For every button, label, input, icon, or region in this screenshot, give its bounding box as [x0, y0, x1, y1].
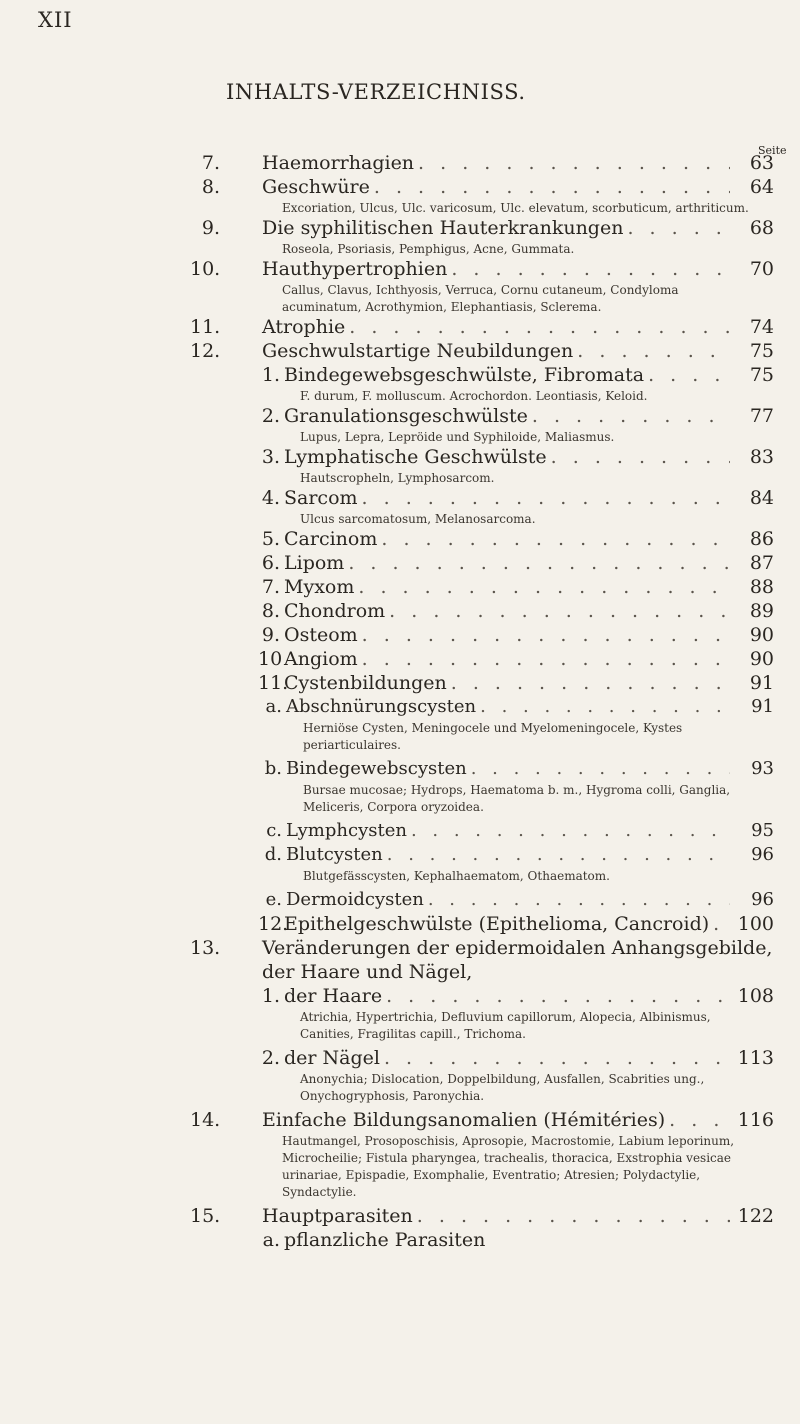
entry-page: 86 — [749, 528, 774, 550]
entry-number: 15. — [190, 1205, 221, 1227]
entry-title: Bindegewebscysten — [286, 758, 467, 779]
entry-subtopics: Hautmangel, Prosoposchisis, Aprosopie, Macrostomie, Labium leporinum, Microcheilie; Fistula pharyngea, trachealis, thoracica, Exstrophia vesicae urinariae, Epispadie, Exomphalie, Eventratio; Atresien; Polydactylie, Syndactylie. — [282, 1134, 735, 1199]
toc-entry-10[interactable] — [0, 258, 800, 282]
toc-entry-12-4[interactable] — [0, 487, 800, 511]
entry-title: pflanzliche Parasiten — [284, 1229, 486, 1251]
entry-page: 108 — [737, 985, 774, 1007]
entry-title: Hauthypertrophien — [262, 258, 448, 280]
entry-subtopics: Ulcus sarcomatosum, Melanosarcoma. — [300, 512, 536, 526]
entry-page: 95 — [751, 820, 774, 841]
entry-subtopics: Anonychia; Dislocation, Doppelbildung, Ausfallen, Scabrities ung., Onychogryphosis, Paronychia. — [300, 1072, 705, 1103]
entry-page: 77 — [749, 405, 774, 427]
entry-number: b. — [264, 758, 282, 779]
entry-page: 75 — [749, 364, 774, 386]
toc-entry-15[interactable] — [0, 1205, 800, 1229]
entry-page: 87 — [749, 552, 774, 574]
running-head: INHALTS-VERZEICHNISS. — [226, 80, 526, 104]
entry-page: 68 — [749, 217, 774, 239]
toc-entry-12-11-a[interactable] — [0, 696, 800, 720]
entry-subtopics: Hautscropheln, Lymphosarcom. — [300, 471, 495, 485]
entry-title: der Nägel — [284, 1047, 380, 1069]
entry-page: 63 — [749, 152, 774, 174]
toc-entry-12-11-b[interactable] — [0, 758, 800, 782]
entry-title: Geschwüre — [262, 176, 370, 198]
entry-page: 91 — [751, 696, 774, 717]
entry-number: 10. — [190, 258, 221, 280]
entry-number: 1. — [261, 364, 280, 386]
entry-page: 122 — [737, 1205, 774, 1227]
entry-number: 10 — [258, 648, 283, 670]
entry-page: 93 — [751, 758, 774, 779]
entry-title: Hauptparasiten — [262, 1205, 413, 1227]
entry-number: 11. — [258, 672, 289, 694]
entry-number: 9. — [261, 624, 280, 646]
entry-title: Geschwulstartige Neubildungen — [262, 340, 574, 362]
entry-number: 12. — [258, 913, 289, 935]
entry-title: Einfache Bildungsanomalien (Hémitéries) — [262, 1109, 666, 1131]
entry-title: Cystenbildungen — [284, 672, 447, 694]
toc-entry-12-9[interactable] — [0, 624, 800, 648]
entry-page: 70 — [749, 258, 774, 280]
entry-title-continued: der Haare und Nägel, — [262, 961, 473, 983]
entry-title: Angiom — [284, 648, 358, 670]
toc-entry-12-11-d[interactable] — [0, 844, 800, 868]
leader-dots — [451, 672, 730, 694]
toc-entry-13-2[interactable] — [0, 1047, 800, 1071]
entry-title: Haemorrhagien — [262, 152, 415, 174]
toc-entry-12-7[interactable] — [0, 576, 800, 600]
entry-page: 90 — [749, 624, 774, 646]
leader-dots — [358, 576, 730, 598]
entry-number: c. — [266, 820, 282, 841]
entry-title: Myxom — [284, 576, 355, 598]
leader-dots — [418, 152, 730, 174]
leader-dots — [348, 552, 730, 574]
leader-dots — [362, 624, 730, 646]
leader-dots — [389, 600, 730, 622]
entry-number: 2. — [261, 1047, 280, 1069]
leader-dots — [648, 364, 730, 386]
entry-page: 84 — [749, 487, 774, 509]
leader-dots — [480, 696, 730, 717]
toc-entry-11[interactable] — [0, 316, 800, 340]
leader-dots — [386, 985, 730, 1007]
entry-title: Epithelgeschwülste (Epithelioma, Cancroid) — [284, 913, 710, 935]
entry-number: 7. — [261, 576, 280, 598]
entry-title: der Haare — [284, 985, 383, 1007]
toc-entry-9[interactable] — [0, 217, 800, 241]
entry-page: 100 — [737, 913, 774, 935]
toc-entry-12-12[interactable] — [0, 913, 800, 937]
entry-number: 11. — [190, 316, 221, 338]
toc-entry-12-10[interactable] — [0, 648, 800, 672]
leader-dots — [384, 1047, 730, 1069]
leader-dots — [349, 316, 730, 338]
seite-label: Seite — [758, 144, 787, 157]
leader-dots — [362, 648, 730, 670]
entry-title: Lymphcysten — [286, 820, 407, 841]
toc-entry-12-3[interactable] — [0, 446, 800, 470]
entry-number: 13. — [190, 937, 221, 959]
entry-page: 91 — [749, 672, 774, 694]
table-of-contents — [0, 152, 800, 1253]
entry-title: Veränderungen der epidermoidalen Anhangsgebilde, — [262, 937, 773, 959]
toc-entry-7[interactable] — [0, 152, 800, 176]
entry-number: a. — [265, 696, 282, 717]
entry-page: 74 — [749, 316, 774, 338]
entry-subtopics: Blutgefässcysten, Kephalhaematom, Othaematom. — [303, 869, 610, 883]
leader-dots — [428, 889, 730, 910]
entry-title: Dermoidcysten — [286, 889, 424, 910]
entry-title: Lipom — [284, 552, 345, 574]
leader-dots — [532, 405, 730, 427]
page-number: XII — [38, 8, 73, 32]
toc-entry-12-11[interactable] — [0, 672, 800, 696]
toc-entry-12-11-e[interactable] — [0, 889, 800, 913]
entry-subtopics: Callus, Clavus, Ichthyosis, Verruca, Cornu cutaneum, Condyloma acuminatum, Acrothymion, Elephantiasis, Sclerema. — [282, 283, 679, 314]
toc-entry-12-5[interactable] — [0, 528, 800, 552]
leader-dots — [381, 528, 730, 550]
entry-subtopics: Excoriation, Ulcus, Ulc. varicosum, Ulc. elevatum, scorbuticum, arthriticum. — [282, 201, 749, 215]
entry-number: 5. — [261, 528, 280, 550]
leader-dots — [374, 176, 730, 198]
toc-entry-13[interactable] — [0, 937, 800, 961]
entry-number: 12. — [190, 340, 221, 362]
entry-number: 9. — [201, 217, 220, 239]
entry-number: a. — [262, 1229, 280, 1251]
entry-page: 90 — [749, 648, 774, 670]
leader-dots — [577, 340, 730, 362]
entry-subtopics: Atrichia, Hypertrichia, Defluvium capillorum, Alopecia, Albinismus, Canities, Fragilitas capill., Trichoma. — [300, 1010, 711, 1041]
entry-page: 96 — [751, 889, 774, 910]
entry-subtopics: Herniöse Cysten, Meningocele und Myelomeningocele, Kystes periarticulaires. — [303, 721, 683, 752]
toc-entry-8[interactable] — [0, 176, 800, 200]
entry-title: Sarcom — [284, 487, 358, 509]
entry-title: Granulationsgeschwülste — [284, 405, 528, 427]
toc-entry-12-6[interactable] — [0, 552, 800, 576]
entry-number: 3. — [261, 446, 280, 468]
leader-dots — [387, 844, 730, 865]
toc-entry-12-8[interactable] — [0, 600, 800, 624]
toc-entry-13-1[interactable] — [0, 985, 800, 1009]
entry-page: 75 — [749, 340, 774, 362]
entry-page: 64 — [749, 176, 774, 198]
entry-title: Blutcysten — [286, 844, 383, 865]
leader-dots — [669, 1109, 730, 1131]
entry-number: e. — [265, 889, 282, 910]
leader-dots — [471, 758, 730, 779]
entry-page: 113 — [737, 1047, 774, 1069]
entry-subtopics: Lupus, Lepra, Lepröide und Syphiloide, Maliasmus. — [300, 430, 615, 444]
entry-title: Carcinom — [284, 528, 378, 550]
leader-dots — [451, 258, 730, 280]
entry-title: Die syphilitischen Hauterkrankungen — [262, 217, 624, 239]
toc-entry-14[interactable] — [0, 1109, 800, 1133]
entry-subtopics: Roseola, Psoriasis, Pemphigus, Acne, Gummata. — [282, 242, 575, 256]
entry-page: 83 — [749, 446, 774, 468]
toc-entry-12-1[interactable] — [0, 364, 800, 388]
leader-dots — [417, 1205, 730, 1227]
toc-entry-12-2[interactable] — [0, 405, 800, 429]
entry-page: 89 — [749, 600, 774, 622]
entry-title: Osteom — [284, 624, 358, 646]
toc-entry-12-11-c[interactable] — [0, 820, 800, 844]
entry-page: 116 — [737, 1109, 774, 1131]
entry-title: Atrophie — [262, 316, 346, 338]
leader-dots — [551, 446, 730, 468]
toc-entry-15-a[interactable] — [0, 1229, 800, 1253]
leader-dots — [362, 487, 730, 509]
leader-dots — [713, 913, 730, 935]
entry-number: 6. — [261, 552, 280, 574]
entry-number: 1. — [261, 985, 280, 1007]
entry-title: Chondrom — [284, 600, 386, 622]
entry-number: 14. — [190, 1109, 221, 1131]
entry-number: 2. — [261, 405, 280, 427]
entry-subtopics: Bursae mucosae; Hydrops, Haematoma b. m., Hygroma colli, Ganglia, Meliceris, Corpora oryzoidea. — [303, 783, 731, 814]
entry-title: Lymphatische Geschwülste — [284, 446, 547, 468]
toc-entry-12[interactable] — [0, 340, 800, 364]
entry-title: Abschnürungscysten — [286, 696, 477, 717]
entry-number: d. — [264, 844, 282, 865]
entry-number: 4. — [261, 487, 280, 509]
entry-page: 88 — [749, 576, 774, 598]
entry-subtopics: F. durum, F. molluscum. Acrochordon. Leontiasis, Keloid. — [300, 389, 648, 403]
entry-number: 8. — [201, 176, 220, 198]
entry-page: 96 — [751, 844, 774, 865]
leader-dots — [627, 217, 730, 239]
leader-dots — [411, 820, 730, 841]
entry-number: 8. — [261, 600, 280, 622]
entry-number: 7. — [201, 152, 220, 174]
entry-title: Bindegewebsgeschwülste, Fibromata — [284, 364, 645, 386]
